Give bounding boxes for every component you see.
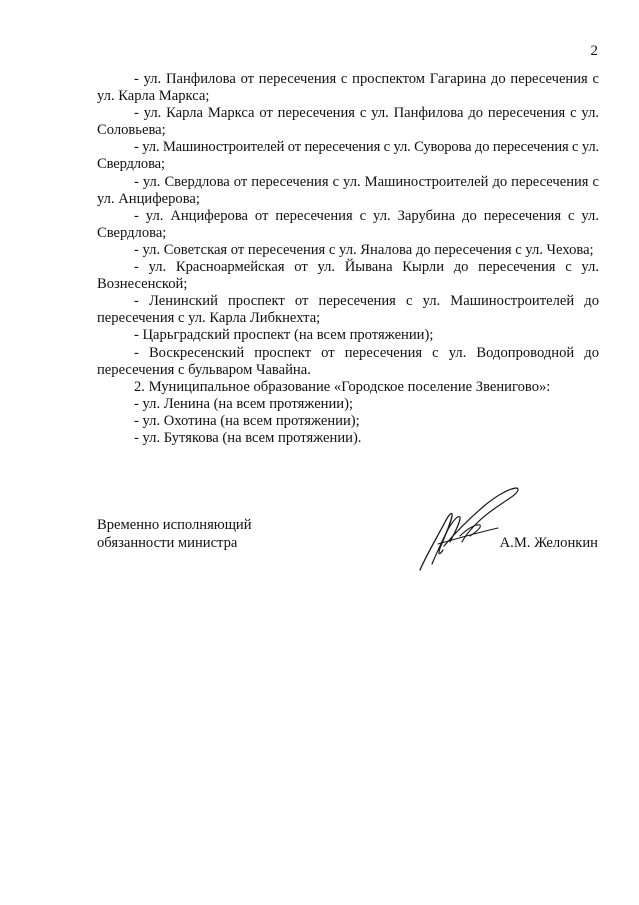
handwritten-signature <box>414 484 526 576</box>
list-item: - ул. Ленина (на всем протяжении); <box>134 395 354 412</box>
list-item: - Воскресенский проспект от пересечения с ул. Водопроводной до пересечения с бульваром Чавайна. <box>97 344 599 378</box>
position-line: Временно исполняющий <box>97 517 252 533</box>
list-item: - Ленинский проспект от пересечения с ул. Машиностроителей до пересечения с ул. Карла Либкнехта; <box>97 293 599 327</box>
document-body <box>97 71 599 447</box>
position-line: обязанности министра <box>97 535 238 551</box>
signer-name: А.М. Желонкин <box>499 535 598 551</box>
list-item: - ул. Советская от пересечения с ул. Яналова до пересечения с ул. Чехова; <box>134 241 594 258</box>
section-heading: 2. Муниципальное образование «Городское поселение Звенигово»: <box>134 378 551 395</box>
list-item: - ул. Бутякова (на всем протяжении). <box>134 429 362 446</box>
list-item: - ул. Карла Маркса от пересечения с ул. Панфилова до пересечения с ул. Соловьева; <box>97 105 599 139</box>
signatory-position <box>97 516 252 552</box>
list-item: - ул. Машиностроителей от пересечения с ул. Суворова до пересечения с ул. Свердлова; <box>97 139 600 173</box>
list-item: - ул. Свердлова от пересечения с ул. Машиностроителей до пересечения с ул. Анциферова; <box>97 173 599 207</box>
list-item: - ул. Панфилова от пересечения с проспектом Гагарина до пересечения с ул. Карла Маркса; <box>97 71 599 105</box>
page-number: 2 <box>590 43 598 59</box>
list-item: - Царьградский проспект (на всем протяжении); <box>134 327 434 344</box>
list-item: - ул. Анциферова от пересечения с ул. Зарубина до пересечения с ул. Свердлова; <box>97 207 599 241</box>
list-item: - ул. Охотина (на всем протяжении); <box>134 412 360 429</box>
list-item: - ул. Красноармейская от ул. Йывана Кырли до пересечения с ул. Вознесенской; <box>97 259 599 293</box>
